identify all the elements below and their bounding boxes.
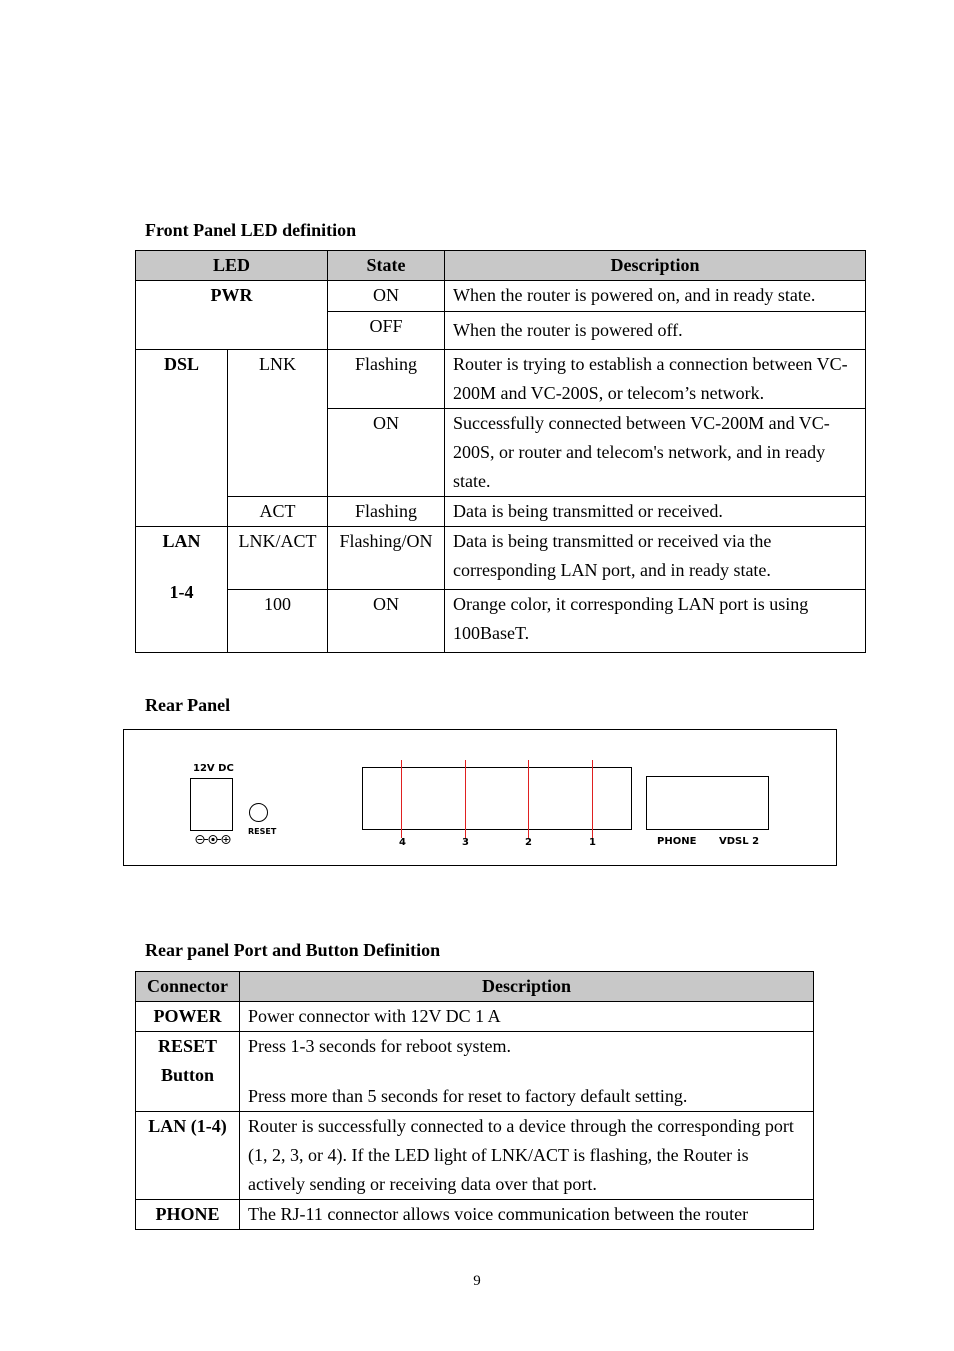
rear-panel-heading: Rear Panel [145, 695, 231, 715]
rear-panel-diagram [123, 729, 837, 866]
reset-label: RESET [248, 827, 277, 836]
phone-connector-name: PHONE [136, 1200, 240, 1230]
vdsl-port-label: VDSL 2 [719, 836, 760, 847]
phone-port-label: PHONE [657, 836, 697, 847]
dsl-lnk-on-state: ON [328, 409, 445, 497]
port-definition-table [135, 971, 814, 1230]
lan-100-state: ON [328, 590, 445, 653]
pwr-on-description: When the router is powered on, and in ready state. [445, 281, 866, 312]
lan-sublabel: 1-4 [169, 582, 194, 602]
dsl-lnk-flashing-state: Flashing [328, 350, 445, 409]
port-label-2: 2 [525, 837, 532, 848]
lan-100-description: Orange color, it corresponding LAN port is using 100BaseT. [445, 590, 866, 653]
port-divider-2 [528, 760, 529, 838]
header-description: Description [445, 251, 866, 281]
polarity-icon [195, 834, 231, 845]
reset-desc-line1: Press 1-3 seconds for reboot system. [248, 1036, 511, 1056]
pwr-off-description: When the router is powered off. [445, 312, 866, 350]
power-jack [190, 778, 233, 831]
power-label: 12V DC [193, 763, 234, 774]
power-connector-description: Power connector with 12V DC 1 A [240, 1002, 814, 1032]
reset-connector-description [240, 1032, 814, 1112]
lan-connector-description: Router is successfully connected to a device through the corresponding port (1, 2, 3, or 4). If the LED light of LNK/ACT is flashing, the Router is actively sending or receiving data over that port. [240, 1112, 814, 1200]
port-definition-heading: Rear panel Port and Button Definition [145, 940, 441, 960]
page-number: 9 [473, 1273, 481, 1289]
header-port-description: Description [240, 972, 814, 1002]
dsl-act-label: ACT [228, 497, 328, 527]
reset-name-line2: Button [160, 1065, 214, 1085]
pwr-on-state: ON [328, 281, 445, 312]
header-connector: Connector [136, 972, 240, 1002]
dsl-act-description: Data is being transmitted or received. [445, 497, 866, 527]
reset-button-icon [249, 803, 268, 822]
port-divider-4 [401, 760, 402, 838]
reset-connector-name [136, 1032, 240, 1112]
reset-name-line1: RESET [157, 1036, 218, 1056]
port-divider-3 [465, 760, 466, 838]
power-connector-name: POWER [136, 1002, 240, 1032]
port-label-1: 1 [589, 837, 596, 848]
lan-lnkact-state: Flashing/ON [328, 527, 445, 590]
reset-desc-line2: Press more than 5 seconds for reset to factory default setting. [248, 1086, 688, 1106]
dsl-label: DSL [136, 350, 228, 527]
dsl-lnk-label: LNK [228, 350, 328, 497]
lan-lnkact-label: LNK/ACT [228, 527, 328, 590]
header-led: LED [136, 251, 328, 281]
phone-connector-description: The RJ-11 connector allows voice communication between the router [240, 1200, 814, 1230]
front-panel-heading: Front Panel LED definition [145, 220, 357, 240]
port-label-4: 4 [399, 837, 406, 848]
dsl-act-state: Flashing [328, 497, 445, 527]
pwr-off-state: OFF [328, 312, 445, 350]
lan-label-cell [136, 527, 228, 653]
port-divider-1 [592, 760, 593, 838]
lan-connector-name: LAN (1-4) [136, 1112, 240, 1200]
lan-100-label: 100 [228, 590, 328, 653]
lan-lnkact-description: Data is being transmitted or received via the corresponding LAN port, and in ready state. [445, 527, 866, 590]
dsl-lnk-on-description: Successfully connected between VC-200M and VC-200S, or router and telecom's network, and in ready state. [445, 409, 866, 497]
dsl-lnk-flashing-description: Router is trying to establish a connection between VC-200M and VC-200S, or telecom’s network. [445, 350, 866, 409]
header-state: State [328, 251, 445, 281]
pwr-label: PWR [136, 281, 328, 350]
front-panel-led-table [135, 250, 866, 653]
lan-label: LAN [162, 531, 201, 551]
port-label-3: 3 [462, 837, 469, 848]
phone-vdsl-block [646, 776, 769, 830]
